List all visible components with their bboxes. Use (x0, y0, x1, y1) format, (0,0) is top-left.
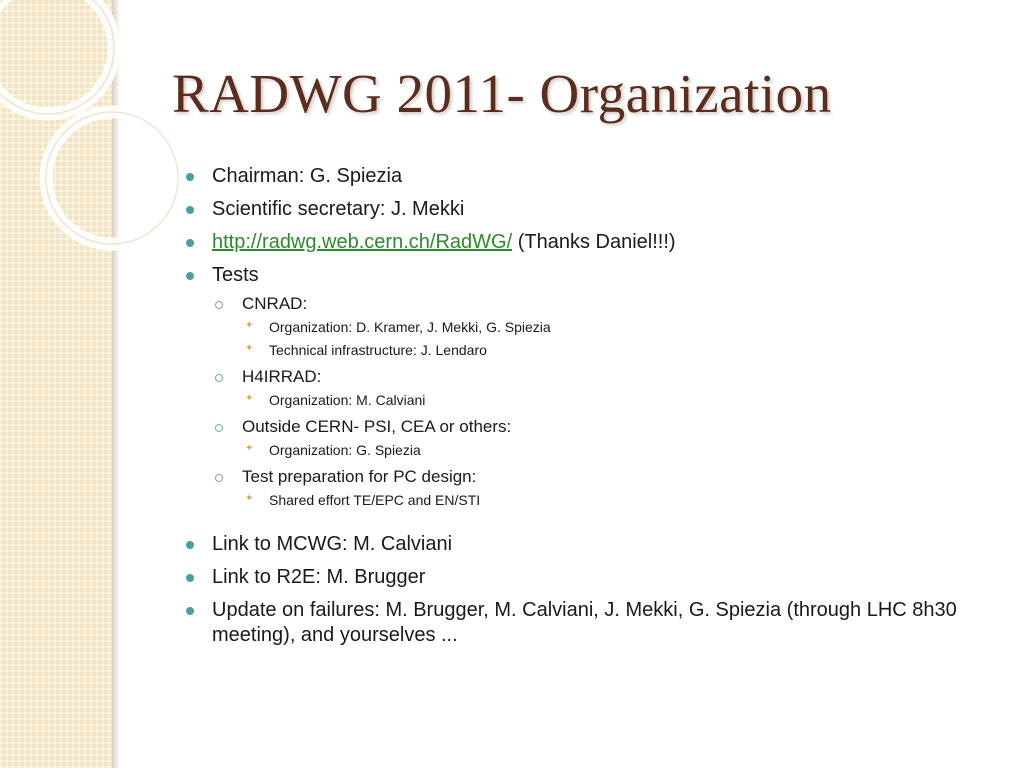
bullet-list (186, 164, 986, 648)
test-item-details (242, 318, 986, 360)
test-item-details (242, 441, 986, 460)
detail-item-text: Technical infrastructure: J. Lendaro (269, 342, 487, 358)
list-item-text: Update on failures: M. Brugger, M. Calviani, J. Mekki, G. Spiezia (through LHC 8h30 meeting), and yourselves ... (212, 599, 957, 646)
bullet-dot-icon (186, 574, 194, 582)
bullet-dot-icon (186, 239, 194, 247)
list-item-text: Link to R2E: M. Brugger (212, 566, 426, 588)
test-item-pc-design (212, 466, 986, 510)
detail-item (242, 318, 986, 337)
list-item-text: Chairman: G. Spiezia (212, 165, 403, 187)
list-item-tests (186, 263, 986, 510)
test-item-label: CNRAD: (242, 294, 308, 313)
detail-item (242, 391, 986, 410)
website-link[interactable]: http://radwg.web.cern.ch/RadWG/ (212, 231, 513, 253)
bullet-dot-icon (186, 206, 194, 214)
detail-item-text: Shared effort TE/EPC and EN/STI (269, 492, 481, 508)
test-item-cnrad (212, 293, 986, 360)
list-item-mcwg (186, 532, 986, 557)
list-item-text: Link to MCWG: M. Calviani (212, 533, 453, 555)
bullet-star-icon: ✦ (245, 343, 254, 354)
bullet-dot-icon (186, 607, 194, 615)
bullet-ring-icon (215, 424, 223, 432)
detail-item-text: Organization: M. Calviani (269, 392, 426, 408)
test-item-label: H4IRRAD: (242, 367, 322, 386)
test-item-label: Outside CERN- PSI, CEA or others: (242, 417, 512, 436)
tests-label: Tests (212, 264, 259, 286)
bullet-star-icon: ✦ (245, 493, 254, 504)
link-suffix-text: (Thanks Daniel!!!) (517, 231, 676, 253)
list-item-secretary (186, 197, 986, 222)
bullet-star-icon: ✦ (245, 443, 254, 454)
list-item-failures (186, 598, 986, 648)
bullet-dot-icon (186, 541, 194, 549)
test-item-label: Test preparation for PC design: (242, 467, 477, 486)
detail-item (242, 441, 986, 460)
slide-title: RADWG 2011- Organization (172, 63, 832, 124)
detail-item (242, 341, 986, 360)
bullet-ring-icon (215, 474, 223, 482)
test-item-details (242, 391, 986, 410)
bullet-ring-icon (215, 374, 223, 382)
test-item-details (242, 491, 986, 510)
detail-item (242, 491, 986, 510)
slide-content (186, 164, 986, 656)
decorative-rings (0, 0, 200, 320)
list-item-chairman (186, 164, 986, 189)
detail-item-text: Organization: G. Spiezia (269, 442, 421, 458)
list-item-text: Scientific secretary: J. Mekki (212, 198, 465, 220)
tests-sublist (212, 293, 986, 510)
bullet-star-icon: ✦ (245, 393, 254, 404)
test-item-outside-cern (212, 416, 986, 460)
bullet-dot-icon (186, 173, 194, 181)
bullet-ring-icon (215, 301, 223, 309)
detail-item-text: Organization: D. Kramer, J. Mekki, G. Spiezia (269, 319, 551, 335)
bullet-dot-icon (186, 272, 194, 280)
test-item-h4irrad (212, 366, 986, 410)
bullet-star-icon: ✦ (245, 320, 254, 331)
list-item-website (186, 230, 986, 255)
list-item-r2e (186, 565, 986, 590)
